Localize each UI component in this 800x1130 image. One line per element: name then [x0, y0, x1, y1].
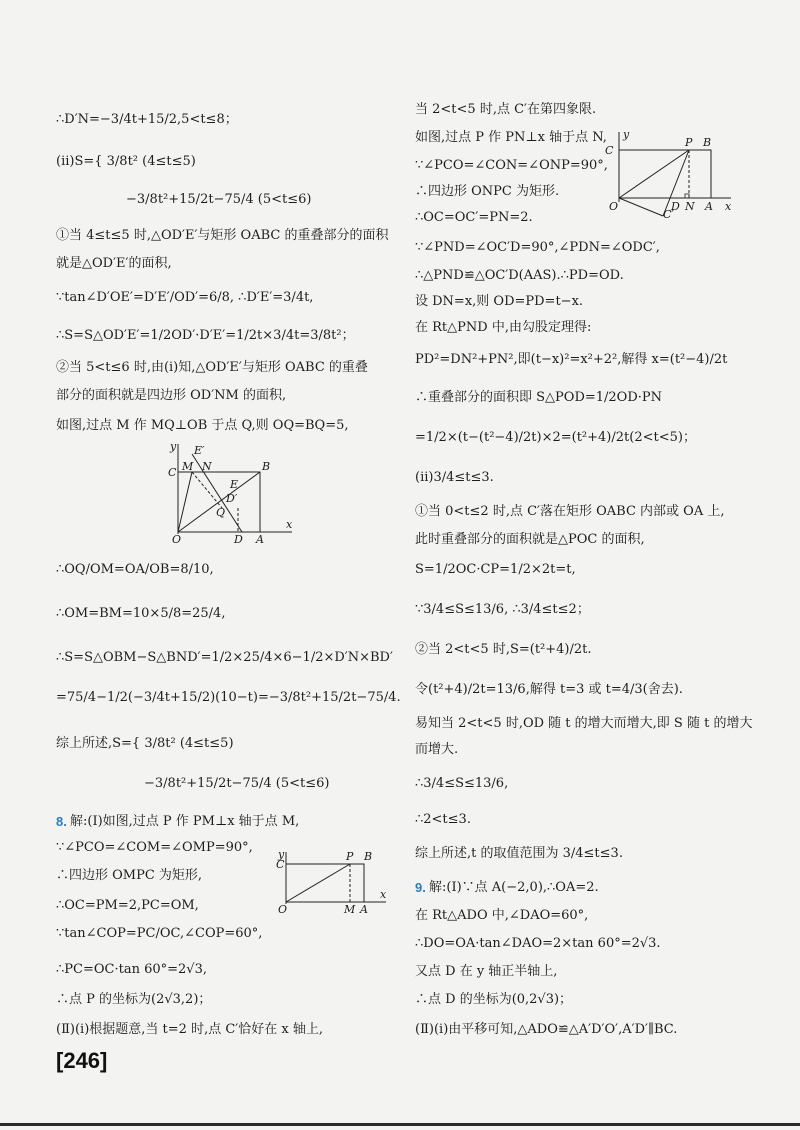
text-line: 部分的面积就是四边形 OD′NM 的面积, [56, 388, 287, 403]
text-line: ∴点 P 的坐标为(2√3,2)； [56, 992, 212, 1007]
text-line: ∴D′N=−3/4t+15/2,5<t≤8； [56, 112, 238, 127]
figure-rect-oabc-mq [166, 440, 296, 544]
fig1-label: y [170, 440, 177, 453]
fig3-label: P [685, 136, 693, 149]
fig2-label: C [276, 858, 285, 871]
fig3-label: O [609, 200, 619, 213]
fig1-label: M [182, 460, 194, 473]
figure-rect-onpc [601, 128, 735, 220]
text-line: ∵∠PCO=∠COM=∠OMP=90°, [56, 840, 253, 855]
fig1-label: x [286, 518, 293, 531]
text-line: 又点 D 在 y 轴正半轴上, [415, 964, 558, 979]
text-line: 如图,过点 M 作 MQ⊥OB 于点 Q,则 OQ=BQ=5, [56, 418, 349, 433]
text-line: 令(t²+4)/2t=13/6,解得 t=3 或 t=4/3(舍去). [415, 682, 683, 697]
text-line: (Ⅱ)(ⅰ)由平移可知,△ADO≌△A′D′O′,A′D′∥BC. [415, 1022, 678, 1037]
text-line: 当 2<t<5 时,点 C′在第四象限. [415, 102, 597, 117]
text-line: 如图,过点 P 作 PN⊥x 轴于点 N, [415, 130, 607, 145]
text-line: ∵3/4≤S≤13/6, ∴3/4≤t≤2； [415, 602, 590, 617]
text-line: ∴重叠部分的面积即 S△POD=1/2OD·PN [415, 390, 663, 405]
bottom-rule [0, 1123, 800, 1126]
fig3-label: C′ [663, 208, 674, 220]
fig3-label: N [685, 200, 695, 213]
text-line: (ⅱ)3/4≤t≤3. [415, 470, 494, 485]
text-line: ∴四边形 ONPC 为矩形. [415, 184, 560, 199]
figure-rect-ompc [274, 848, 390, 914]
fig3-label: B [703, 136, 712, 149]
text-line: ∵∠PCO=∠CON=∠ONP=90°, [415, 158, 608, 173]
fig1-label: A [256, 533, 264, 544]
text-line: ①当 0<t≤2 时,点 C′落在矩形 OABC 内部或 OA 上, [415, 504, 725, 519]
text-line: 而增大. [415, 742, 459, 757]
fig1-label: E′ [194, 444, 205, 457]
text-line: ∵tan∠D′OE′=D′E′/OD′=6/8, ∴D′E′=3/4t, [56, 290, 314, 305]
text-line: 解:(Ⅰ)如图,过点 P 作 PM⊥x 轴于点 M, [70, 814, 300, 829]
page-number-value: 246 [63, 1048, 101, 1073]
text-line: ①当 4≤t≤5 时,△OD′E′与矩形 OABC 的重叠部分的面积 [56, 228, 389, 243]
fig1-label: O [172, 533, 182, 544]
text-line: 综上所述,t 的取值范围为 3/4≤t≤3. [415, 846, 623, 861]
text-line: 在 Rt△PND 中,由勾股定理得: [415, 320, 592, 335]
text-line: ∴S=S△OD′E′=1/2OD′·D′E′=1/2t×3/4t=3/8t²； [56, 328, 355, 343]
text-line: −3/8t²+15/2t−75/4 (5<t≤6) [144, 776, 330, 791]
fig3-label: y [623, 128, 630, 141]
text-line: ∴点 D 的坐标为(0,2√3)； [415, 992, 573, 1007]
fig1-label: Q [216, 506, 226, 519]
page-number: [246] [56, 1048, 108, 1073]
text-line: PD²=DN²+PN²,即(t−x)²=x²+2²,解得 x=(t²−4)/2t [415, 352, 728, 367]
fig1-label: E [230, 478, 239, 491]
question-number-9: 9. [415, 880, 426, 895]
text-line: ∴2<t≤3. [415, 812, 471, 827]
text-line: 在 Rt△ADO 中,∠DAO=60°, [415, 908, 589, 923]
text-line: =75/4−1/2(−3/4t+15/2)(10−t)=−3/8t²+15/2t−75/4. [56, 690, 401, 705]
fig2-label: A [360, 903, 368, 914]
text-line: ∴△PND≌△OC′D(AAS).∴PD=OD. [415, 268, 624, 283]
fig2-label: x [380, 888, 387, 901]
text-line: 解:(Ⅰ)∵点 A(−2,0),∴OA=2. [429, 880, 599, 895]
text-line: 此时重叠部分的面积就是△POC 的面积, [415, 532, 645, 547]
text-line: ∴DO=OA·tan∠DAO=2×tan 60°=2√3. [415, 936, 661, 951]
text-line: ∴3/4≤S≤13/6, [415, 776, 509, 791]
text-line: ②当 2<t<5 时,S=(t²+4)/2t. [415, 642, 592, 657]
fig3-label: x [725, 200, 732, 213]
fig2-label: O [278, 903, 288, 914]
text-line: 就是△OD′E′的面积, [56, 256, 172, 271]
fig1-label: N [202, 460, 212, 473]
text-line: ∴OM=BM=10×5/8=25/4, [56, 606, 226, 621]
text-line: ∵∠PND=∠OC′D=90°,∠PDN=∠ODC′, [415, 240, 660, 255]
text-line: ∴S=S△OBM−S△BND′=1/2×25/4×6−1/2×D′N×BD′ [56, 650, 393, 665]
text-line: −3/8t²+15/2t−75/4 (5<t≤6) [126, 192, 312, 207]
text-line: ∴OC=OC′=PN=2. [415, 210, 533, 225]
fig3-label: D [671, 200, 680, 213]
fig2-label: M [344, 903, 356, 914]
text-line: 设 DN=x,则 OD=PD=t−x. [415, 294, 584, 309]
fig3-label: C [605, 144, 614, 157]
text-line: ∴PC=OC·tan 60°=2√3, [56, 962, 207, 977]
question-number-8: 8. [56, 814, 67, 829]
fig1-label: B [262, 460, 271, 473]
text-line: S=1/2OC·CP=1/2×2t=t, [415, 562, 576, 577]
text-line: =1/2×(t−(t²−4)/2t)×2=(t²+4)/2t(2<t<5)； [415, 430, 696, 445]
fig1-label: C [168, 466, 177, 479]
text-line: ∵tan∠COP=PC/OC,∠COP=60°, [56, 926, 263, 941]
fig2-label: y [278, 848, 285, 861]
fig2-label: P [346, 850, 354, 863]
text-line: ∴OQ/OM=OA/OB=8/10, [56, 562, 214, 577]
fig1-label: D′ [226, 492, 238, 505]
text-line: ∴四边形 OMPC 为矩形, [56, 868, 203, 883]
text-line: ②当 5<t≤6 时,由(ⅰ)知,△OD′E′与矩形 OABC 的重叠 [56, 360, 368, 375]
text-line: 综上所述,S={ 3/8t² (4≤t≤5) [56, 736, 234, 751]
fig1-label: D [234, 533, 243, 544]
fig3-label: A [705, 200, 713, 213]
text-line: (Ⅱ)(ⅰ)根据题意,当 t=2 时,点 C′恰好在 x 轴上, [56, 1022, 323, 1037]
text-line: (ⅱ)S={ 3/8t² (4≤t≤5) [56, 154, 196, 169]
text-line: ∴OC=PM=2,PC=OM, [56, 898, 199, 913]
fig2-label: B [364, 850, 373, 863]
text-line: 易知当 2<t<5 时,OD 随 t 的增大而增大,即 S 随 t 的增大 [415, 716, 753, 731]
